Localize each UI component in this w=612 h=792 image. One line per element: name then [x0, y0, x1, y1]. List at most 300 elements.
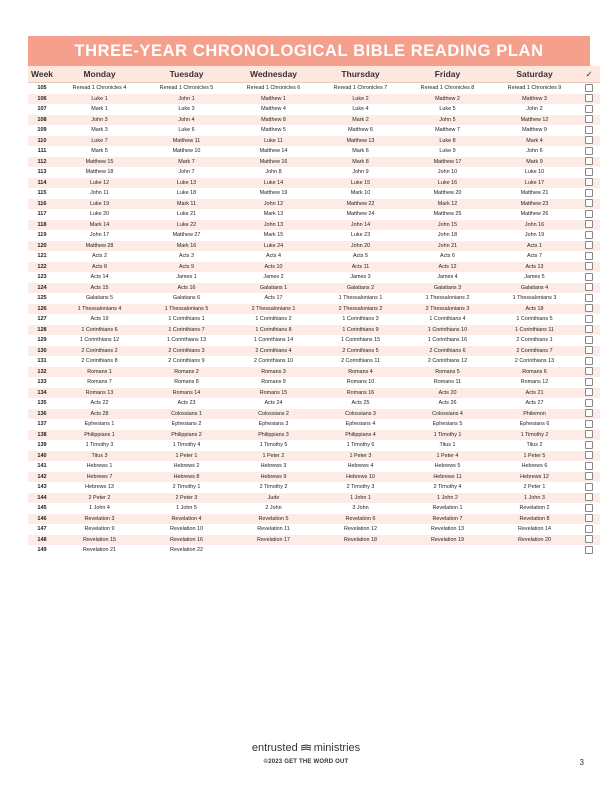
reading-monday: Luke 19 — [56, 199, 143, 210]
reading-thursday: Hebrews 10 — [317, 472, 404, 483]
week-number: 137 — [37, 421, 47, 427]
logo-text-right: ministries — [313, 742, 361, 754]
reading-tuesday: John 4 — [143, 115, 230, 126]
reading-friday: Revelation 1 — [432, 505, 463, 511]
reading-monday: Romans 7 — [87, 379, 112, 385]
reading-thursday: Ephesians 4 — [345, 421, 376, 427]
reading-wednesday: 2 Thessalonians 1 — [230, 304, 317, 315]
reading-thursday: 3 John — [352, 505, 369, 511]
week-checkbox[interactable] — [585, 283, 593, 291]
reading-wednesday: James 2 — [263, 274, 284, 280]
reading-wednesday: Hebrews 3 — [260, 463, 287, 469]
week-checkbox[interactable] — [585, 178, 593, 186]
week-checkbox[interactable] — [585, 252, 593, 260]
checkbox-cell — [578, 503, 600, 514]
week-number: 112 — [28, 157, 56, 168]
reading-tuesday: Luke 13 — [143, 178, 230, 189]
reading-tuesday: Acts 9 — [143, 262, 230, 273]
reading-tuesday: 2 Corinthians 3 — [143, 346, 230, 357]
table-row — [28, 188, 600, 199]
reading-wednesday: Matthew 1 — [230, 94, 317, 105]
reading-monday: John 17 — [89, 232, 110, 238]
table-row — [28, 94, 600, 105]
header-saturday: Saturday — [491, 66, 578, 83]
reading-thursday: Matthew 6 — [348, 127, 373, 133]
checkbox-cell — [578, 104, 600, 115]
table-row — [28, 209, 600, 220]
reading-wednesday: Acts 10 — [230, 262, 317, 273]
week-checkbox[interactable] — [585, 483, 593, 491]
checkbox-cell — [578, 535, 600, 546]
checkbox-cell — [578, 293, 600, 304]
reading-tuesday: Romans 14 — [143, 388, 230, 399]
week-checkbox[interactable] — [585, 189, 593, 197]
reading-saturday: Matthew 9 — [522, 127, 547, 133]
week-checkbox[interactable] — [585, 420, 593, 428]
reading-wednesday: Ephesians 3 — [258, 421, 289, 427]
table-row — [28, 430, 600, 441]
week-number: 144 — [28, 493, 56, 504]
reading-wednesday: Revelation 11 — [257, 526, 290, 532]
reading-monday: 1 Timothy 3 — [85, 442, 114, 448]
reading-saturday: 1 Corinthians 5 — [516, 316, 553, 322]
reading-saturday: Acts 21 — [491, 388, 578, 399]
week-checkbox[interactable] — [585, 535, 593, 543]
week-checkbox[interactable] — [585, 126, 593, 134]
reading-saturday: Hebrews 6 — [521, 463, 548, 469]
week-checkbox[interactable] — [585, 472, 593, 480]
reading-wednesday: Romans 9 — [261, 379, 286, 385]
reading-thursday: Mark 8 — [317, 157, 404, 168]
checkbox-cell — [578, 199, 600, 210]
week-checkbox[interactable] — [585, 336, 593, 344]
week-number: 117 — [37, 211, 47, 217]
reading-friday: Hebrews 5 — [434, 463, 461, 469]
reading-monday: Hebrews 7 — [56, 472, 143, 483]
week-number: 145 — [37, 505, 47, 511]
reading-wednesday: John 12 — [230, 199, 317, 210]
reading-monday: Hebrews 1 — [86, 463, 113, 469]
week-number: 116 — [28, 199, 56, 210]
checkbox-cell — [578, 514, 600, 525]
reading-tuesday: John 1 — [143, 94, 230, 105]
reading-saturday: Matthew 12 — [491, 115, 578, 126]
checkbox-cell — [578, 325, 600, 336]
reading-friday: 2 Timothy 4 — [433, 484, 462, 490]
week-checkbox[interactable] — [585, 451, 593, 459]
reading-thursday: 2 Corinthians 5 — [317, 346, 404, 357]
reading-saturday: Matthew 21 — [520, 190, 549, 196]
page-title: THREE-YEAR CHRONOLOGICAL BIBLE READING PLAN — [74, 41, 544, 60]
reading-monday: John 11 — [90, 190, 109, 196]
reading-thursday: Luke 4 — [352, 106, 369, 112]
reading-thursday — [317, 545, 404, 556]
week-number: 120 — [28, 241, 56, 252]
week-checkbox[interactable] — [585, 262, 593, 270]
table-row — [28, 262, 600, 273]
reading-friday: 1 Thessalonians 2 — [425, 295, 470, 301]
reading-thursday: 1 Corinthians 3 — [342, 316, 379, 322]
checkbox-cell — [578, 83, 600, 94]
reading-friday: 1 Corinthians 10 — [404, 325, 491, 336]
reading-saturday: 2 Corinthians 7 — [491, 346, 578, 357]
week-checkbox[interactable] — [585, 315, 593, 323]
reading-wednesday: 1 Peter 2 — [230, 451, 317, 462]
week-number: 115 — [37, 190, 47, 196]
week-checkbox[interactable] — [585, 199, 593, 207]
reading-thursday: Romans 4 — [317, 367, 404, 378]
week-number: 126 — [28, 304, 56, 315]
reading-thursday: Revelation 18 — [317, 535, 404, 546]
header-tuesday: Tuesday — [143, 66, 230, 83]
week-checkbox[interactable] — [585, 115, 593, 123]
week-checkbox[interactable] — [585, 157, 593, 165]
reading-friday: Matthew 17 — [404, 157, 491, 168]
week-checkbox[interactable] — [585, 388, 593, 396]
reading-wednesday: Matthew 19 — [259, 190, 288, 196]
checkbox-cell — [578, 272, 600, 283]
reading-tuesday: Ephesians 2 — [171, 421, 202, 427]
reading-thursday: Matthew 24 — [346, 211, 375, 217]
week-checkbox[interactable] — [585, 367, 593, 375]
reading-wednesday: Revelation 5 — [230, 514, 317, 525]
table-row — [28, 304, 600, 315]
reading-friday: John 5 — [404, 115, 491, 126]
reading-monday: Revelation 15 — [56, 535, 143, 546]
reading-wednesday: Acts 17 — [264, 295, 283, 301]
reading-tuesday: 1 Timothy 4 — [172, 442, 201, 448]
reading-thursday: Mark 2 — [317, 115, 404, 126]
week-checkbox[interactable] — [585, 357, 593, 365]
reading-saturday: Mark 4 — [491, 136, 578, 147]
reading-saturday: Matthew 23 — [491, 199, 578, 210]
week-number: 136 — [28, 409, 56, 420]
reading-thursday: Acts 25 — [351, 400, 370, 406]
reading-wednesday: Romans 3 — [230, 367, 317, 378]
reading-tuesday: 1 Corinthians 13 — [166, 337, 207, 343]
week-checkbox[interactable] — [585, 546, 593, 554]
reading-thursday: 1 Timothy 6 — [346, 442, 375, 448]
table-row — [28, 461, 600, 472]
checkbox-cell — [578, 157, 600, 168]
table-row — [28, 377, 600, 388]
week-checkbox[interactable] — [585, 514, 593, 522]
checkbox-cell — [578, 251, 600, 262]
table-row — [28, 409, 600, 420]
week-number: 131 — [37, 358, 47, 364]
reading-saturday: 1 Timothy 2 — [491, 430, 578, 441]
checkbox-cell — [578, 482, 600, 493]
reading-thursday: Hebrews 4 — [347, 463, 374, 469]
reading-wednesday: 2 Timothy 2 — [259, 484, 288, 490]
week-checkbox[interactable] — [585, 346, 593, 354]
table-row — [28, 503, 600, 514]
week-number: 128 — [28, 325, 56, 336]
week-number: 123 — [37, 274, 47, 280]
header-week: Week — [28, 66, 56, 83]
checkbox-cell — [578, 188, 600, 199]
reading-thursday: Colossians 3 — [317, 409, 404, 420]
reading-thursday: 2 Thessalonians 2 — [317, 304, 404, 315]
checkbox-cell — [578, 262, 600, 273]
reading-saturday: Revelation 8 — [491, 514, 578, 525]
reading-wednesday: 1 Corinthians 2 — [255, 316, 292, 322]
reading-wednesday: 2 John — [265, 505, 282, 511]
table-row — [28, 283, 600, 294]
reading-friday: 2 Corinthians 6 — [404, 346, 491, 357]
week-checkbox[interactable] — [585, 210, 593, 218]
week-checkbox[interactable] — [585, 430, 593, 438]
header-thursday: Thursday — [317, 66, 404, 83]
reading-friday: 1 Timothy 1 — [404, 430, 491, 441]
reading-wednesday: Luke 11 — [230, 136, 317, 147]
reading-wednesday: Luke 24 — [230, 241, 317, 252]
checkbox-cell — [578, 461, 600, 472]
reading-monday: Mark 3 — [91, 127, 108, 133]
reading-friday: Revelation 13 — [431, 526, 464, 532]
reading-friday: Acts 12 — [404, 262, 491, 273]
week-checkbox[interactable] — [585, 409, 593, 417]
reading-friday: John 18 — [437, 232, 458, 238]
reading-friday: Mark 12 — [404, 199, 491, 210]
reading-monday: Ephesians 1 — [84, 421, 115, 427]
week-number: 111 — [37, 148, 47, 154]
week-checkbox[interactable] — [585, 441, 593, 449]
table-row — [28, 230, 600, 241]
reading-wednesday: Revelation 17 — [230, 535, 317, 546]
reading-saturday: Revelation 20 — [491, 535, 578, 546]
week-number: 143 — [37, 484, 47, 490]
table-row — [28, 545, 600, 556]
week-checkbox[interactable] — [585, 399, 593, 407]
reading-saturday: Reread 1 Chronicles 9 — [507, 85, 562, 91]
reading-friday: Matthew 20 — [433, 190, 462, 196]
week-checkbox[interactable] — [585, 136, 593, 144]
week-checkbox[interactable] — [585, 220, 593, 228]
week-checkbox[interactable] — [585, 241, 593, 249]
week-checkbox[interactable] — [585, 294, 593, 302]
reading-wednesday: Mark 15 — [263, 232, 284, 238]
reading-monday: 1 Thessalonians 4 — [56, 304, 143, 315]
reading-saturday: Matthew 26 — [520, 211, 549, 217]
reading-saturday: Romans 12 — [520, 379, 549, 385]
week-checkbox[interactable] — [585, 493, 593, 501]
reading-friday: 1 Peter 4 — [404, 451, 491, 462]
reading-thursday: Romans 16 — [317, 388, 404, 399]
reading-tuesday: 2 Timothy 1 — [172, 484, 201, 490]
reading-friday: Ephesians 5 — [432, 421, 463, 427]
week-checkbox[interactable] — [585, 84, 593, 92]
reading-tuesday: Luke 21 — [176, 211, 197, 217]
checkbox-cell — [578, 430, 600, 441]
reading-monday: Acts 8 — [56, 262, 143, 273]
reading-saturday: Acts 18 — [491, 304, 578, 315]
reading-tuesday: Romans 8 — [174, 379, 199, 385]
checkbox-cell — [578, 125, 600, 136]
reading-tuesday: Romans 2 — [143, 367, 230, 378]
week-checkbox[interactable] — [585, 168, 593, 176]
reading-tuesday: 1 John 5 — [176, 505, 197, 511]
reading-tuesday: Matthew 11 — [143, 136, 230, 147]
reading-friday: Matthew 7 — [435, 127, 460, 133]
reading-monday: Romans 13 — [56, 388, 143, 399]
book-icon — [300, 744, 312, 752]
reading-tuesday: Luke 3 — [178, 106, 195, 112]
reading-thursday: Reread 1 Chronicles 7 — [333, 85, 388, 91]
reading-thursday: Revelation 6 — [317, 514, 404, 525]
checkbox-cell — [578, 451, 600, 462]
checkbox-cell — [578, 94, 600, 105]
reading-wednesday: 1 Corinthians 14 — [253, 337, 294, 343]
reading-saturday: Acts 27 — [525, 400, 544, 406]
week-checkbox[interactable] — [585, 325, 593, 333]
reading-tuesday: Luke 18 — [176, 190, 197, 196]
reading-friday: Romans 11 — [433, 379, 462, 385]
reading-wednesday: Acts 4 — [266, 253, 281, 259]
reading-friday: Matthew 2 — [404, 94, 491, 105]
table-row — [28, 199, 600, 210]
week-number: 105 — [37, 85, 47, 91]
reading-wednesday: 1 Timothy 5 — [259, 442, 288, 448]
checkbox-cell — [578, 346, 600, 357]
reading-saturday: 1 Peter 5 — [491, 451, 578, 462]
reading-thursday: 1 Corinthians 15 — [340, 337, 381, 343]
week-number: 147 — [37, 526, 47, 532]
checkbox-cell — [578, 283, 600, 294]
reading-tuesday: Galatians 6 — [172, 295, 201, 301]
week-checkbox[interactable] — [585, 504, 593, 512]
checkmark-icon: ✓ — [578, 66, 600, 83]
reading-tuesday: Hebrews 8 — [143, 472, 230, 483]
week-number: 107 — [37, 106, 47, 112]
reading-monday: Luke 20 — [89, 211, 110, 217]
reading-wednesday — [230, 545, 317, 556]
reading-wednesday: John 13 — [230, 220, 317, 231]
footer — [0, 738, 612, 765]
header-monday: Monday — [56, 66, 143, 83]
reading-saturday: John 2 — [526, 106, 543, 112]
week-checkbox[interactable] — [585, 105, 593, 113]
reading-monday: Mark 14 — [56, 220, 143, 231]
reading-tuesday: Revelation 10 — [170, 526, 203, 532]
reading-monday: Revelation 3 — [56, 514, 143, 525]
reading-saturday: 2 Peter 1 — [523, 484, 546, 490]
reading-monday: 2 Corinthians 8 — [81, 358, 118, 364]
week-checkbox[interactable] — [585, 273, 593, 281]
week-checkbox[interactable] — [585, 231, 593, 239]
checkbox-cell — [578, 335, 600, 346]
reading-tuesday: 1 Thessalonians 5 — [143, 304, 230, 315]
reading-saturday: Acts 13 — [491, 262, 578, 273]
checkbox-cell — [578, 398, 600, 409]
week-number: 125 — [37, 295, 47, 301]
week-number: 106 — [28, 94, 56, 105]
reading-monday: 1 John 4 — [89, 505, 110, 511]
reading-tuesday: Mark 16 — [143, 241, 230, 252]
copyright: ©2023 GET THE WORD OUT — [263, 759, 349, 765]
reading-saturday: Revelation 2 — [519, 505, 550, 511]
table-row — [28, 251, 600, 262]
table-row — [28, 167, 600, 178]
reading-friday: Titus 1 — [439, 442, 456, 448]
checkbox-cell — [578, 146, 600, 157]
table-row — [28, 157, 600, 168]
reading-friday: James 4 — [437, 274, 458, 280]
checkbox-cell — [578, 209, 600, 220]
table-row — [28, 440, 600, 451]
week-number: 134 — [28, 388, 56, 399]
checkbox-cell — [578, 178, 600, 189]
reading-friday: Romans 5 — [404, 367, 491, 378]
reading-thursday: Matthew 13 — [317, 136, 404, 147]
reading-thursday: Romans 10 — [346, 379, 375, 385]
reading-friday: Acts 26 — [438, 400, 457, 406]
reading-tuesday: Revelation 4 — [143, 514, 230, 525]
reading-saturday: Matthew 3 — [491, 94, 578, 105]
reading-friday: Acts 20 — [404, 388, 491, 399]
week-checkbox[interactable] — [585, 304, 593, 312]
reading-wednesday: Matthew 5 — [261, 127, 286, 133]
reading-wednesday: Matthew 8 — [230, 115, 317, 126]
reading-tuesday: Matthew 27 — [172, 232, 201, 238]
reading-tuesday: Acts 23 — [177, 400, 196, 406]
reading-monday: 1 Corinthians 12 — [79, 337, 120, 343]
reading-wednesday: Colossians 2 — [230, 409, 317, 420]
week-checkbox[interactable] — [585, 462, 593, 470]
table-row — [28, 472, 600, 483]
reading-saturday: Luke 10 — [524, 169, 545, 175]
checkbox-cell — [578, 377, 600, 388]
reading-friday: Luke 9 — [439, 148, 456, 154]
reading-monday: Galatians 5 — [85, 295, 114, 301]
reading-tuesday: John 7 — [178, 169, 195, 175]
reading-saturday: Acts 1 — [491, 241, 578, 252]
reading-wednesday: Acts 24 — [264, 400, 283, 406]
logo — [252, 742, 360, 754]
reading-saturday: Revelation 14 — [518, 526, 551, 532]
week-number: 130 — [28, 346, 56, 357]
week-checkbox[interactable] — [585, 525, 593, 533]
reading-wednesday: Romans 15 — [230, 388, 317, 399]
week-checkbox[interactable] — [585, 378, 593, 386]
reading-friday: Matthew 25 — [433, 211, 462, 217]
checkbox-cell — [578, 220, 600, 231]
reading-plan-table — [28, 66, 600, 556]
week-number: 148 — [28, 535, 56, 546]
table-row — [28, 104, 600, 115]
reading-saturday: Titus 2 — [526, 442, 543, 448]
reading-friday: Reread 1 Chronicles 8 — [420, 85, 475, 91]
reading-monday: Luke 12 — [56, 178, 143, 189]
reading-saturday: 1 John 3 — [491, 493, 578, 504]
reading-tuesday: Revelation 22 — [170, 547, 203, 553]
checkbox-cell — [578, 115, 600, 126]
table-row — [28, 241, 600, 252]
table-row — [28, 146, 600, 157]
reading-friday: 1 John 2 — [404, 493, 491, 504]
week-checkbox[interactable] — [585, 147, 593, 155]
reading-saturday: 2 Corinthians 13 — [514, 358, 555, 364]
checkbox-cell — [578, 419, 600, 430]
reading-monday: Hebrews 13 — [85, 484, 114, 490]
week-checkbox[interactable] — [585, 94, 593, 102]
reading-friday: Luke 8 — [404, 136, 491, 147]
reading-thursday: Luke 23 — [350, 232, 371, 238]
reading-friday: Luke 16 — [404, 178, 491, 189]
header-wednesday: Wednesday — [230, 66, 317, 83]
checkbox-cell — [578, 304, 600, 315]
reading-tuesday: 1 Peter 1 — [143, 451, 230, 462]
